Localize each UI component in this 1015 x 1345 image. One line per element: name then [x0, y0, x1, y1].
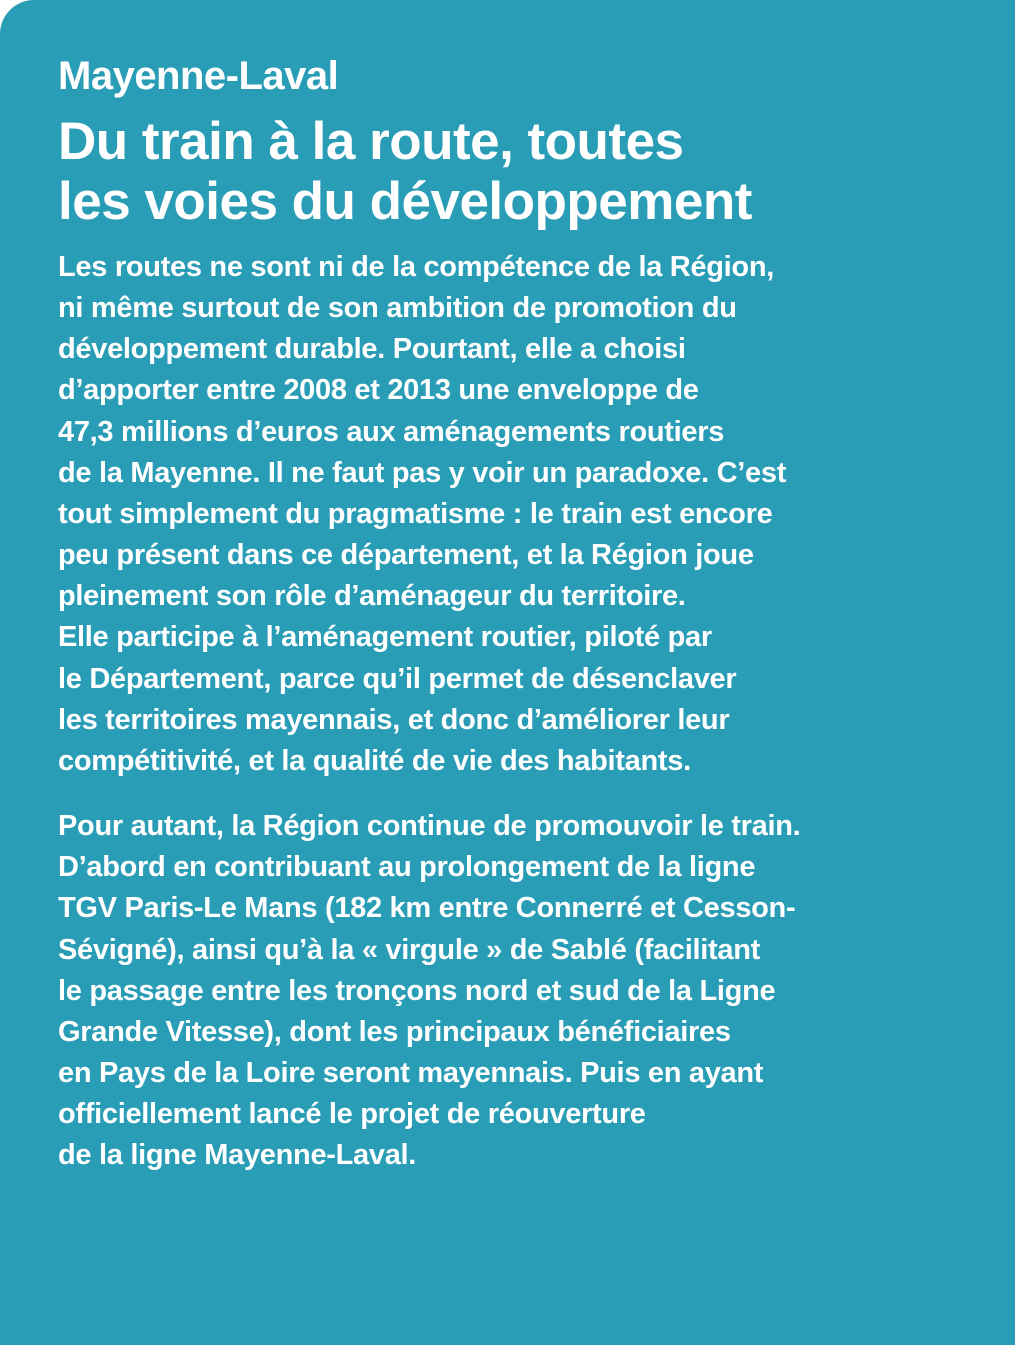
paragraph-line: pleinement son rôle d’aménageur du territoire.: [58, 580, 686, 613]
paragraph-line: 47,3 millions d’euros aux aménagements routiers: [58, 415, 725, 448]
paragraph-line: d’apporter entre 2008 et 2013 une enveloppe de: [58, 374, 699, 407]
paragraph-line: tout simplement du pragmatisme : le train est encore: [58, 497, 773, 530]
paragraph-line: Elle participe à l’aménagement routier, piloté par: [58, 621, 712, 654]
paragraph-line: les territoires mayennais, et donc d’améliorer leur: [58, 703, 730, 736]
paragraph-line: développement durable. Pourtant, elle a choisi: [58, 333, 686, 366]
article-kicker: Mayenne-Laval: [58, 54, 339, 98]
paragraph-1: [58, 247, 985, 782]
paragraph-line: D’abord en contribuant au prolongement de la ligne: [58, 851, 756, 884]
paragraph-line: officiellement lancé le projet de réouverture: [58, 1098, 646, 1131]
paragraph-line: Grande Vitesse), dont les principaux bénéficiaires: [58, 1015, 731, 1048]
title-line: les voies du développement: [58, 172, 752, 232]
paragraph-line: le passage entre les tronçons nord et sud de la Ligne: [58, 974, 776, 1007]
paragraph-line: Sévigné), ainsi qu’à la « virgule » de Sablé (facilitant: [58, 933, 760, 966]
paragraph-line: ni même surtout de son ambition de promotion du: [58, 291, 737, 324]
article-title: [58, 112, 985, 233]
paragraph-line: peu présent dans ce département, et la Région joue: [58, 539, 754, 572]
paragraph-line: Les routes ne sont ni de la compétence de la Région,: [58, 250, 775, 283]
paragraph-line: de la ligne Mayenne-Laval.: [58, 1139, 417, 1172]
title-line: Du train à la route, toutes: [58, 112, 684, 171]
paragraph-line: de la Mayenne. Il ne faut pas y voir un paradoxe. C’est: [58, 456, 787, 489]
paragraph-line: compétitivité, et la qualité de vie des habitants.: [58, 744, 691, 777]
paragraph-line: TGV Paris-Le Mans (182 km entre Connerré et Cesson-: [58, 892, 796, 925]
paragraph-line: Pour autant, la Région continue de promouvoir le train.: [58, 810, 801, 843]
paragraph-line: le Département, parce qu’il permet de désenclaver: [58, 662, 737, 695]
paragraph-2: [58, 806, 985, 1177]
paragraph-line: en Pays de la Loire seront mayennais. Puis en ayant: [58, 1057, 764, 1090]
